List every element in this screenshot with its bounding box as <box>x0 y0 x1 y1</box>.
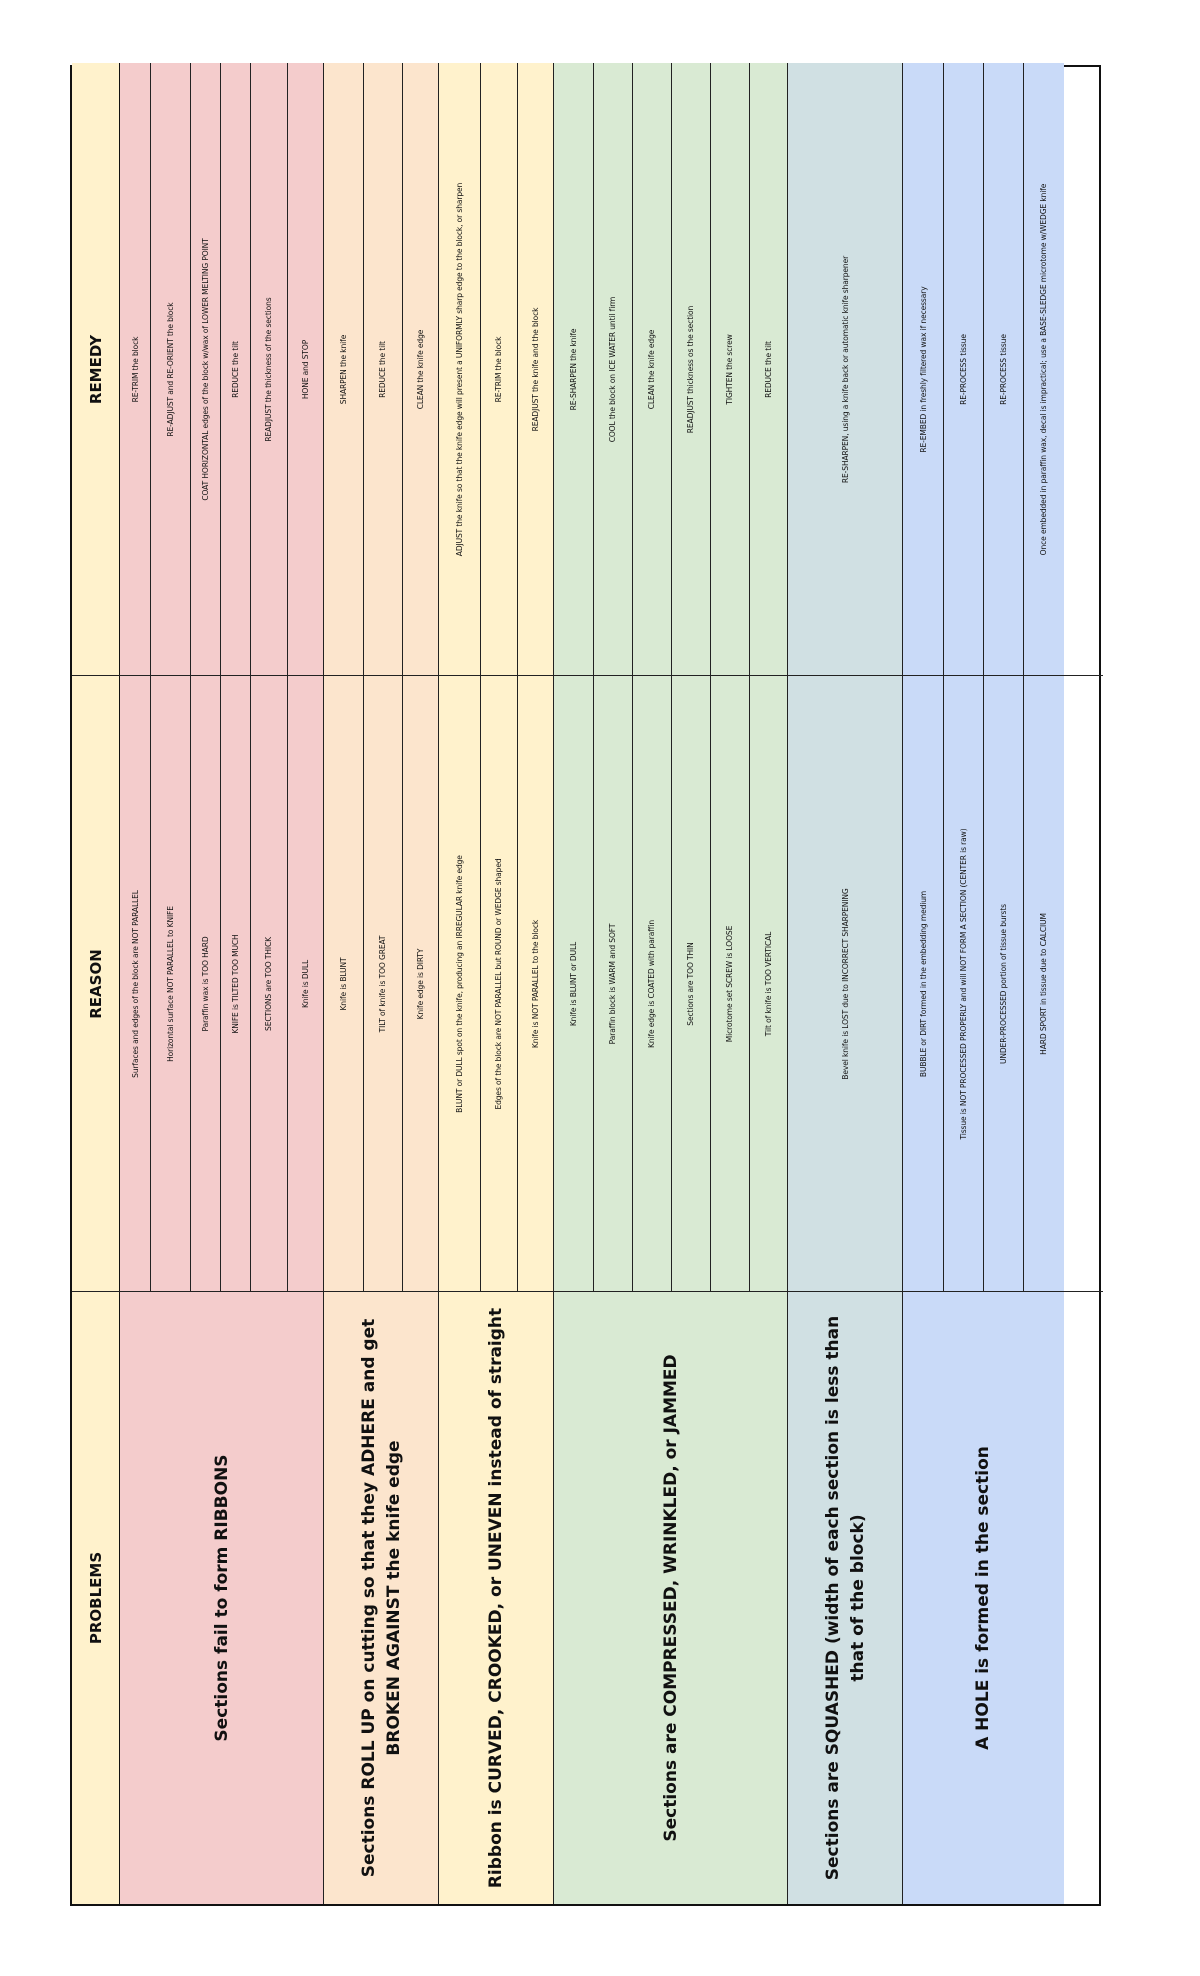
reason-cell: Knife is BLUNT or DULL <box>554 676 593 1292</box>
remedy-cell: READJUST the thickness of the sections <box>250 63 287 676</box>
reason-cell: Knife is NOT PARALLEL to the block <box>517 676 554 1292</box>
reason-cell: UNDER-PROCESSED portion of tissue bursts <box>983 676 1023 1292</box>
remedy-cell: CLEAN the knife edge <box>402 63 439 676</box>
header-remedy: REMEDY <box>72 63 120 676</box>
remedy-cell: RE-EMBED in freshly filtered wax if necessary <box>903 63 943 676</box>
reason-cell: Bevel knife is LOST due to INCORRECT SHARPENING <box>788 676 903 1292</box>
remedy-cell: RE-PROCESS tissue <box>943 63 983 676</box>
remedy-cell: READJUST the knife and the block <box>517 63 554 676</box>
reason-cell: BUBBLE or DIRT formed in the embedding medium <box>903 676 943 1292</box>
remedy-cell: RE-ADJUST and RE-ORIENT the block <box>150 63 190 676</box>
row-divider <box>190 63 191 1292</box>
reason-cell: KNIFE is TILTED TOO MUCH <box>220 676 250 1292</box>
remedy-cell: HONE and STOP <box>287 63 324 676</box>
reason-cell: Tissue is NOT PROCESSED PROPERLY and will NOT FORM A SECTION (CENTER is raw) <box>943 676 983 1292</box>
remedy-cell: COOL the block on ICE WATER until firm <box>593 63 632 676</box>
remedy-cell: RE-PROCESS tissue <box>983 63 1023 676</box>
header-reason: REASON <box>72 676 120 1292</box>
reason-cell: Edges of the block are NOT PARALLEL but ROUND or WEDGE shaped <box>480 676 517 1292</box>
row-divider <box>480 63 481 1292</box>
problem-cell: Ribbon is CURVED, CROOKED, or UNEVEN instead of straight <box>439 1292 554 1904</box>
row-divider <box>287 63 288 1292</box>
remedy-cell: RE-TRIM the block <box>480 63 517 676</box>
row-divider <box>632 63 633 1292</box>
problem-cell: Sections ROLL UP on cutting so that they ADHERE and get BROKEN AGAINST the knife edge <box>324 1292 439 1904</box>
row-divider <box>943 63 944 1292</box>
row-divider <box>220 63 221 1292</box>
row-divider <box>671 63 672 1292</box>
reason-cell: BLUNT or DULL spot on the knife, producing an IRREGULAR knife edge <box>439 676 480 1292</box>
reason-cell: Paraffin block is WARM and SOFT <box>593 676 632 1292</box>
reason-cell: Paraffin wax is TOO HARD <box>190 676 220 1292</box>
row-divider <box>710 63 711 1292</box>
problem-cell: A HOLE is formed in the section <box>903 1292 1064 1904</box>
reason-cell: Knife is BLUNT <box>324 676 363 1292</box>
problem-cell: Sections are SQUASHED (width of each section is less than that of the block) <box>788 1292 903 1904</box>
remedy-cell: TIGHTEN the screw <box>710 63 749 676</box>
reason-cell: SECTIONS are TOO THICK <box>250 676 287 1292</box>
remedy-cell: RE-SHARPEN, using a knife back or automatic knife sharpener <box>788 63 903 676</box>
problem-cell: Sections are COMPRESSED, WRINKLED, or JAMMED <box>554 1292 788 1904</box>
row-divider <box>983 63 984 1292</box>
remedy-cell: COAT HORIZONTAL edges of the block w/wax of LOWER MELTING POINT <box>190 63 220 676</box>
column-divider <box>72 1291 1103 1292</box>
row-divider <box>150 63 151 1292</box>
row-divider <box>517 63 518 1292</box>
reason-cell: Horizontal surface NOT PARALLEL to KNIFE <box>150 676 190 1292</box>
reason-cell: Microtome set SCREW is LOOSE <box>710 676 749 1292</box>
reason-cell: Surfaces and edges of the block are NOT PARALLEL <box>120 676 150 1292</box>
row-divider <box>1023 63 1024 1292</box>
remedy-cell: RE-SHARPEN the knife <box>554 63 593 676</box>
remedy-cell: Once embedded in paraffin wax, decal is impractical; use a BASE-SLEDGE microtome w/WEDGE knife <box>1023 63 1064 676</box>
remedy-cell: CLEAN the knife edge <box>632 63 671 676</box>
remedy-cell: SHARPEN the knife <box>324 63 363 676</box>
reason-cell: Knife edge is COATED with paraffin <box>632 676 671 1292</box>
remedy-cell: ADJUST the knife so that the knife edge will present a UNIFORMLY sharp edge to the block, or sharpen <box>439 63 480 676</box>
problem-cell: Sections fail to form RIBBONS <box>120 1292 324 1904</box>
header-problems: PROBLEMS <box>72 1292 120 1904</box>
remedy-cell: REDUCE the tilt <box>749 63 788 676</box>
troubleshooting-table <box>70 65 1101 1906</box>
reason-cell: Tilt of knife is TOO VERTICAL <box>749 676 788 1292</box>
remedy-cell: REDUCE the tilt <box>220 63 250 676</box>
row-divider <box>363 63 364 1292</box>
reason-cell: TILT of knife is TOO GREAT <box>363 676 402 1292</box>
reason-cell: Sections are TOO THIN <box>671 676 710 1292</box>
reason-cell: HARD SPORT in tissue due to CALCIUM <box>1023 676 1064 1292</box>
reason-cell: Knife is DULL <box>287 676 324 1292</box>
row-divider <box>749 63 750 1292</box>
row-divider <box>250 63 251 1292</box>
column-divider <box>72 675 1103 676</box>
reason-cell: Knife edge is DIRTY <box>402 676 439 1292</box>
row-divider <box>593 63 594 1292</box>
remedy-cell: READJUST thickness os the section <box>671 63 710 676</box>
row-divider <box>402 63 403 1292</box>
remedy-cell: REDUCE the tilt <box>363 63 402 676</box>
remedy-cell: RE-TRIM the block <box>120 63 150 676</box>
